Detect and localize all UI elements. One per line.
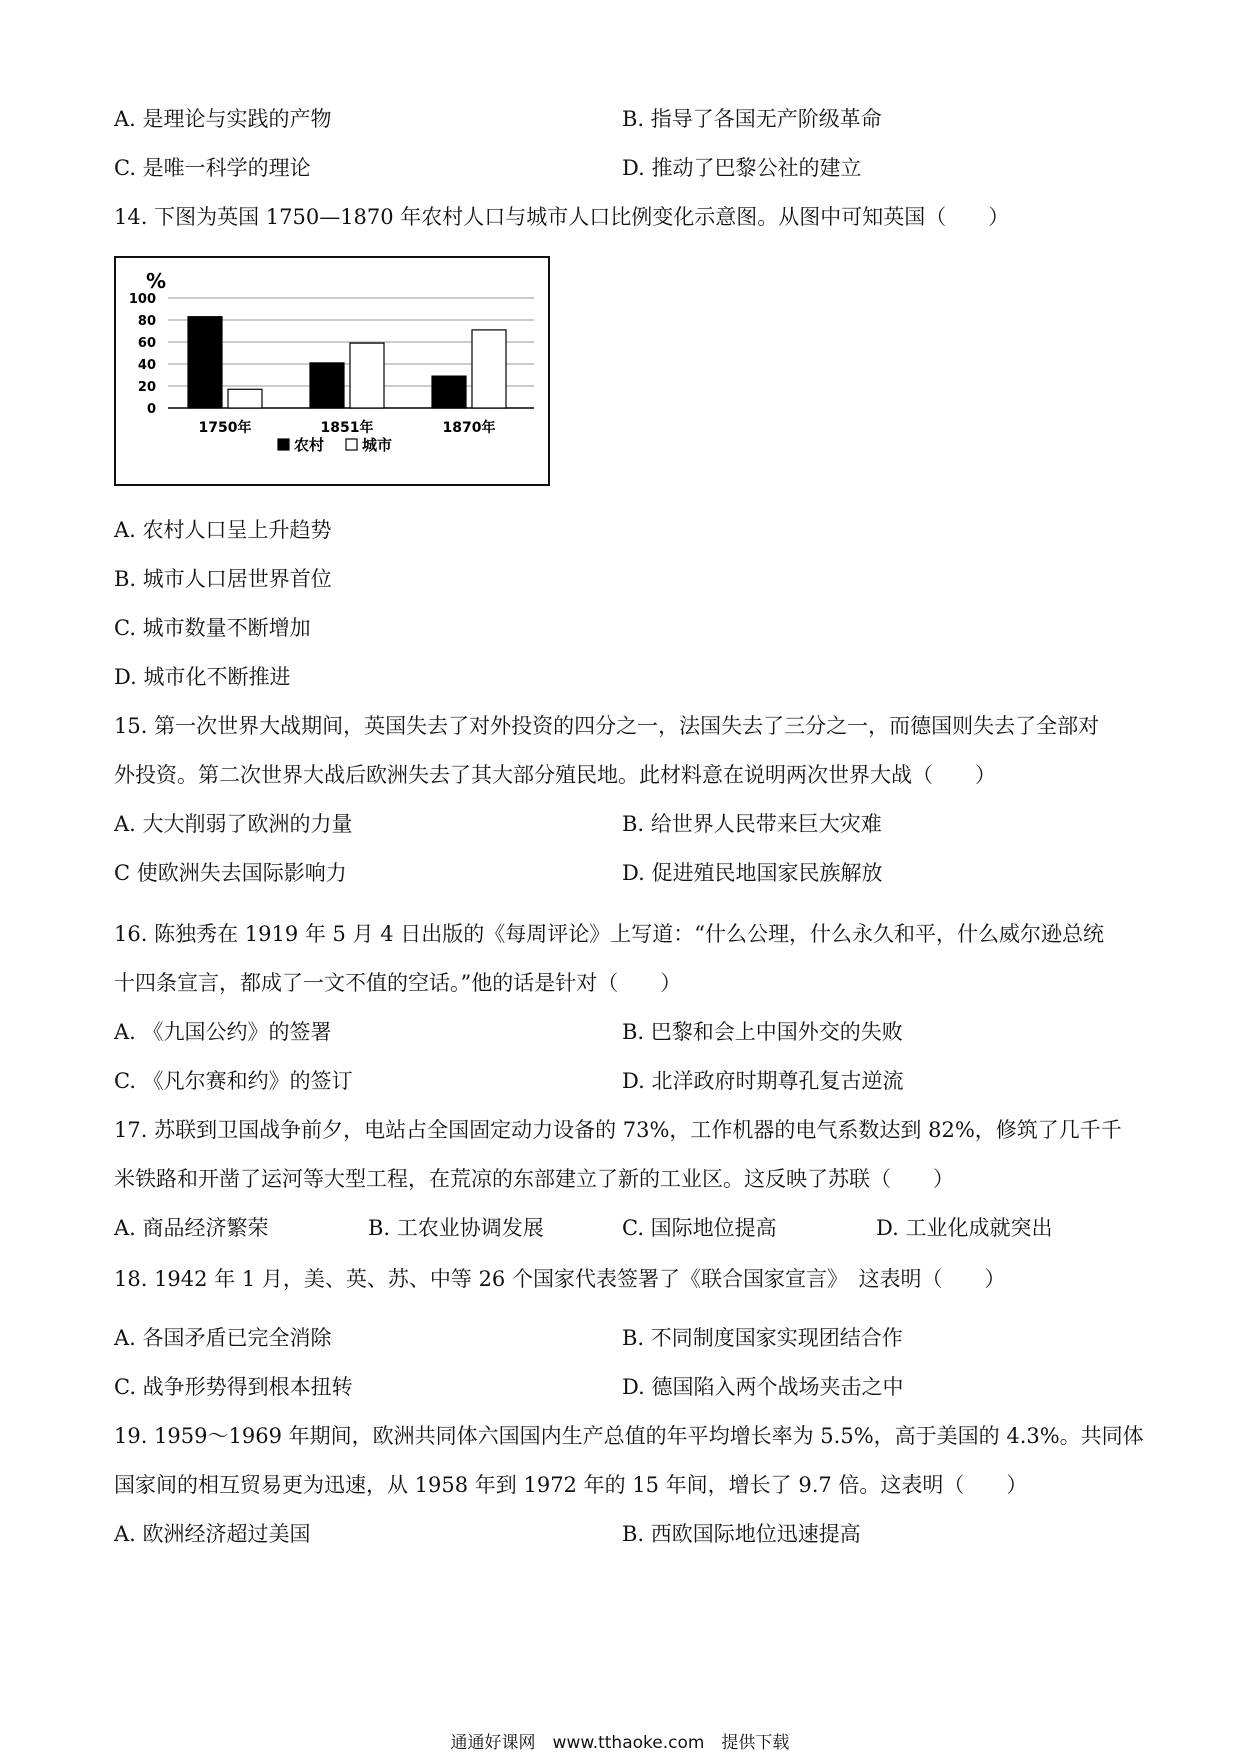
q18-stem: 18. 1942 年 1 月，美、英、苏、中等 26 个国家代表签署了《联合国家宣言》 这表明（ ） [114, 1267, 1006, 1291]
y-tick-label: 20 [137, 380, 156, 395]
q15-option-c: C 使欧洲失去国际影响力 [114, 861, 347, 885]
q13-option-c: C. 是唯一科学的理论 [114, 156, 311, 180]
y-tick-label: 80 [137, 314, 156, 329]
x-tick-label: 1750年 [198, 420, 252, 436]
y-tick-label: 100 [128, 292, 156, 307]
q16-stem-line1: 16. 陈独秀在 1919 年 5 月 4 日出版的《每周评论》上写道：“什么公理，什么永久和平，什么威尔逊总统 [114, 922, 1105, 946]
q16-option-b: B. 巴黎和会上中国外交的失败 [622, 1020, 903, 1044]
y-tick-label: 40 [137, 358, 156, 373]
q15-option-a: A. 大大削弱了欧洲的力量 [114, 812, 353, 836]
q14-option-a: A. 农村人口呈上升趋势 [114, 518, 332, 542]
legend-swatch [346, 439, 357, 450]
q15-stem-line2: 外投资。第二次世界大战后欧洲失去了其大部分殖民地。此材料意在说明两次世界大战（ ） [114, 763, 996, 787]
bar-农村 [310, 363, 344, 408]
bar-城市 [228, 389, 262, 408]
population-chart-svg [116, 258, 548, 484]
q13-option-d: D. 推动了巴黎公社的建立 [622, 156, 862, 180]
q17-option-d: D. 工业化成就突出 [876, 1216, 1053, 1240]
q17-stem-line1: 17. 苏联到卫国战争前夕，电站占全国固定动力设备的 73%，工作机器的电气系数达到 82%，修筑了几千千 [114, 1118, 1122, 1142]
q19-option-b: B. 西欧国际地位迅速提高 [622, 1522, 861, 1546]
q18-option-c: C. 战争形势得到根本扭转 [114, 1375, 353, 1399]
q18-option-b: B. 不同制度国家实现团结合作 [622, 1326, 903, 1350]
x-tick-label: 1870年 [442, 420, 496, 436]
q14-option-d: D. 城市化不断推进 [114, 665, 291, 689]
x-tick-label: 1851年 [320, 420, 374, 436]
legend-swatch [278, 439, 289, 450]
q15-option-b: B. 给世界人民带来巨大灾难 [622, 812, 882, 836]
q16-option-d: D. 北洋政府时期尊孔复古逆流 [622, 1069, 904, 1093]
q17-option-b: B. 工农业协调发展 [368, 1216, 544, 1240]
q19-option-a: A. 欧洲经济超过美国 [114, 1522, 311, 1546]
q18-option-d: D. 德国陷入两个战场夹击之中 [622, 1375, 904, 1399]
bar-城市 [472, 330, 506, 408]
bar-农村 [432, 376, 466, 408]
q16-option-c: C. 《凡尔赛和约》的签订 [114, 1069, 353, 1093]
y-tick-label: 60 [137, 336, 156, 351]
q14-option-c: C. 城市数量不断增加 [114, 616, 311, 640]
bar-农村 [188, 317, 222, 408]
y-axis-unit-label: % [146, 269, 167, 293]
q18-option-a: A. 各国矛盾已完全消除 [114, 1326, 332, 1350]
legend-label: 农村 [294, 436, 325, 454]
q16-stem-line2: 十四条宣言，都成了一文不值的空话。”他的话是针对（ ） [114, 971, 682, 995]
y-tick-label: 0 [146, 402, 156, 417]
q15-stem-line1: 15. 第一次世界大战期间，英国失去了对外投资的四分之一，法国失去了三分之一，而德国则失去了全部对 [114, 714, 1100, 738]
q19-stem-line1: 19. 1959～1969 年期间，欧洲共同体六国国内生产总值的年平均增长率为 5.5%，高于美国的 4.3%。共同体 [114, 1424, 1144, 1448]
q17-option-a: A. 商品经济繁荣 [114, 1216, 269, 1240]
q17-option-c: C. 国际地位提高 [622, 1216, 777, 1240]
population-chart [114, 256, 550, 486]
q16-option-a: A. 《九国公约》的签署 [114, 1020, 332, 1044]
q14-option-b: B. 城市人口居世界首位 [114, 567, 332, 591]
q19-stem-line2: 国家间的相互贸易更为迅速，从 1958 年到 1972 年的 15 年间，增长了 9.7 倍。这表明（ ） [114, 1473, 1028, 1497]
q15-option-d: D. 促进殖民地国家民族解放 [622, 861, 883, 885]
legend-label: 城市 [362, 436, 393, 454]
q14-stem: 14. 下图为英国 1750—1870 年农村人口与城市人口比例变化示意图。从图中可知英国（ ） [114, 205, 1010, 229]
page-footer: 通通好课网 www.tthaoke.com 提供下载 [450, 1733, 790, 1753]
q13-option-a: A. 是理论与实践的产物 [114, 107, 332, 131]
bar-城市 [350, 343, 384, 408]
q13-option-b: B. 指导了各国无产阶级革命 [622, 107, 882, 131]
q17-stem-line2: 米铁路和开凿了运河等大型工程，在荒凉的东部建立了新的工业区。这反映了苏联（ ） [114, 1167, 954, 1191]
